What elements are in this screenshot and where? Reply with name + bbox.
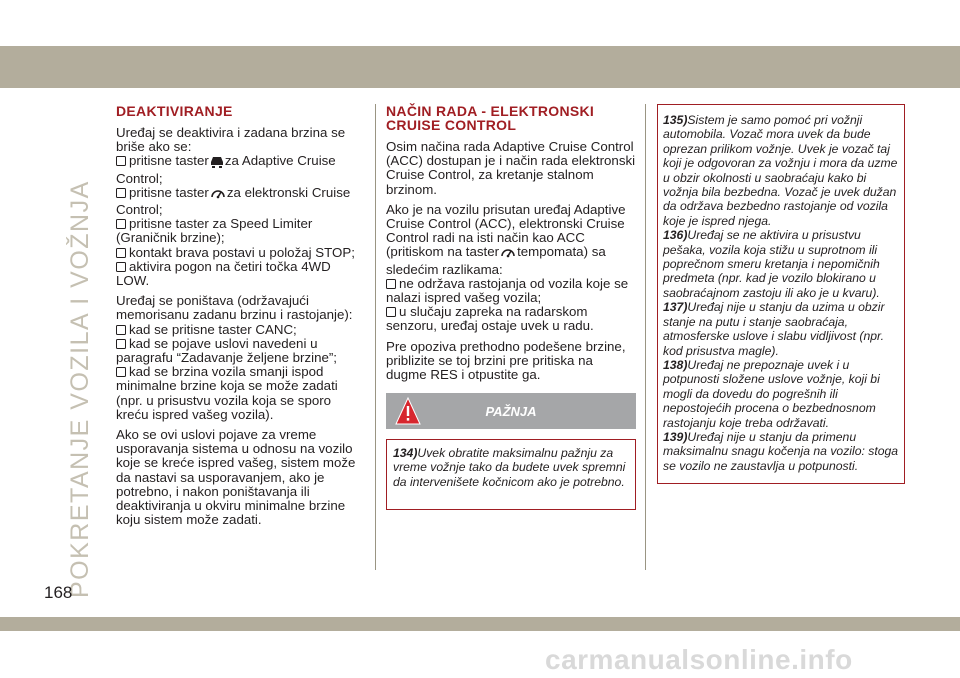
paragraph-text: Ako je na vozilu prisutan uređaj Adaptive Cruise Control (ACC), elektronski Cruise Control radi na isti način kao ACC (pritiskom na taster: [386, 201, 626, 260]
attention-title: PAŽNJA: [485, 404, 537, 419]
list-item: [116, 260, 364, 288]
cruise-control-icon: [210, 187, 226, 203]
attention-header: [386, 393, 636, 429]
note-reference: 136): [663, 228, 688, 243]
list-item: [116, 365, 364, 422]
list-item: [116, 246, 364, 260]
list-item: [386, 305, 636, 333]
checkbox-bullet-icon: [116, 262, 126, 272]
note-reference: 138): [663, 357, 688, 372]
checkbox-bullet-icon: [116, 188, 126, 198]
list-item-text: pritisne taster: [129, 153, 209, 169]
list-item-text: kad se brzina vozila smanji ispod minimalne brzine koja se može zadati (npr. u prisustvu vozila koja se sporo kreću ispred vašeg vozila).: [116, 364, 338, 422]
column-divider: [375, 104, 376, 570]
paragraph-text: tempomata) sa sledećim razlikama:: [386, 244, 606, 277]
paragraph: [386, 203, 636, 334]
note-reference: 134): [393, 446, 418, 460]
list-item-text: kontakt brava postavi u položaj STOP;: [129, 244, 355, 260]
note-reference: 135): [663, 113, 688, 127]
list-item: [116, 337, 364, 365]
checkbox-bullet-icon: [116, 339, 126, 349]
paragraph-text: Ako se ovi uslovi pojave za vreme usporavanja sistema u odnosu na vozilo koje se kreće ispred vašeg, sistem može da nastavi sa usporavanjem, ako je potrebno, i nakon poništavanja ili deaktiviranja u okviru minimalne brzine koju sistem može zadati.: [116, 427, 356, 528]
bottom-footer-band: [0, 617, 960, 631]
section-heading-electronic-cruise: [386, 104, 636, 132]
warning-text: Sistem je samo pomoć pri vožnji automobila. Vozač mora uvek da bude oprezan prilikom vožnje. Uvek je vozač taj koji je odgovoran za vožnju i mora da uzme u obzir okolnosti u saobraćaju kako bi vožnja bila bezbedna. Vozač je uvek dužan da održava bezbedno rastojanje od vozila koje je ispred njega.: [663, 113, 898, 228]
checkbox-bullet-icon: [386, 279, 396, 289]
page-number: 168: [44, 583, 73, 602]
list-item-text: kad se pojave uslovi navedeni u paragrafu “Zadavanje željene brzine”;: [116, 335, 338, 366]
adaptive-cruise-icon: [210, 156, 224, 171]
list-item: [116, 154, 364, 185]
list-item-text: za Adaptive Cruise Control;: [116, 153, 336, 186]
paragraph-text: Pre opoziva prethodno podešene brzine, priblizite se toj brzini pre pritiska na dugme RES i otpustite ga.: [386, 338, 626, 383]
paragraph: [116, 294, 364, 422]
checkbox-bullet-icon: [116, 367, 126, 377]
list-item-text: pritisne taster: [129, 184, 209, 200]
list-item: [386, 277, 636, 305]
section-heading-deactivation: DEAKTIVIRANJE: [116, 103, 233, 119]
attention-box: [386, 393, 636, 510]
list-item-text: kad se pritisne taster CANC;: [129, 321, 297, 337]
column-divider: [645, 104, 646, 570]
paragraph: [116, 126, 364, 288]
note-reference: 137): [663, 300, 688, 315]
list-item: [116, 186, 364, 217]
checkbox-bullet-icon: [116, 219, 126, 229]
section-side-title: POKRETANJE VOZILA I VOŽNJA: [66, 180, 94, 598]
note-reference: 139): [663, 429, 688, 444]
warning-note: [663, 228, 899, 300]
warnings-box: [657, 104, 905, 484]
heading-line: CRUISE CONTROL: [386, 117, 517, 133]
list-item: [116, 323, 364, 337]
warning-note: [663, 358, 899, 430]
cruise-control-icon: [500, 246, 516, 262]
warning-note: [663, 300, 899, 358]
warning-note: [663, 430, 899, 473]
column-deactivation: [116, 104, 364, 533]
top-header-band: [0, 46, 960, 88]
checkbox-bullet-icon: [116, 325, 126, 335]
list-item-text: u slučaju zapreka na radarskom senzoru, uređaj ostaje uvek u radu.: [386, 304, 594, 334]
checkbox-bullet-icon: [116, 248, 126, 258]
list-item: [116, 217, 364, 245]
column-electronic-cruise: [386, 104, 636, 388]
paragraph-text: Uređaj se deaktivira i zadana brzina se briše ako se:: [116, 125, 346, 155]
warning-text: Uređaj nije u stanju da primenu maksimalnu snagu kočenja na vozilo: stoga se vozilo ne zaustavlja u potpunosti.: [663, 429, 899, 473]
list-item-text: pritisne taster za Speed Limiter (Graničnik brzine);: [116, 216, 313, 246]
heading-line: NAČIN RADA - ELEKTRONSKI: [386, 103, 595, 119]
watermark-text: carmanualsonline.info: [545, 644, 853, 675]
list-item-text: za elektronski Cruise Control;: [116, 184, 351, 218]
warning-text: Uređaj nije u stanju da uzima u obzir stanje na putu i stanje saobraćaja, atmosferske uslove i slabu vidljivost (npr. kod prisustva magle).: [663, 300, 885, 358]
attention-body: [386, 439, 636, 510]
paragraph-text: Osim načina rada Adaptive Cruise Control (ACC) dostupan je i način rada elektronski Cruise Control, za kretanje stalnom brzinom.: [386, 139, 636, 197]
checkbox-bullet-icon: [116, 156, 126, 166]
list-item-text: ne održava rastojanja od vozila koje se nalazi ispred vašeg vozila;: [386, 275, 629, 306]
warning-note: [663, 113, 899, 228]
warning-text: Uređaj ne prepoznaje uvek i u potpunosti složene uslove vožnje, koji bi mogli da dovedu do pogrešnih ili nepostojećih procena o bezbednosnom rastojanju koje treba održavati.: [663, 357, 880, 430]
paragraph-text: Uređaj se poništava (održavajući memorisanu zadanu brzinu i rastojanje):: [116, 293, 353, 323]
checkbox-bullet-icon: [386, 307, 396, 317]
list-item-text: aktivira pogon na četiri točka 4WD LOW.: [116, 258, 331, 289]
attention-text: Uvek obratite maksimalnu pažnju za vreme vožnje tako da budete uvek spremni da intervenišete kočnicom ako je potrebno.: [393, 446, 626, 489]
warning-text: Uređaj se ne aktivira u prisustvu pešaka, vozila koja stižu u suprotnom ili poprečnom smeru kretanja i nepomičnih predmeta (npr. kad je vozilo blokirano u saobraćajnom zastoju ili ako je u kvaru).: [663, 228, 880, 300]
